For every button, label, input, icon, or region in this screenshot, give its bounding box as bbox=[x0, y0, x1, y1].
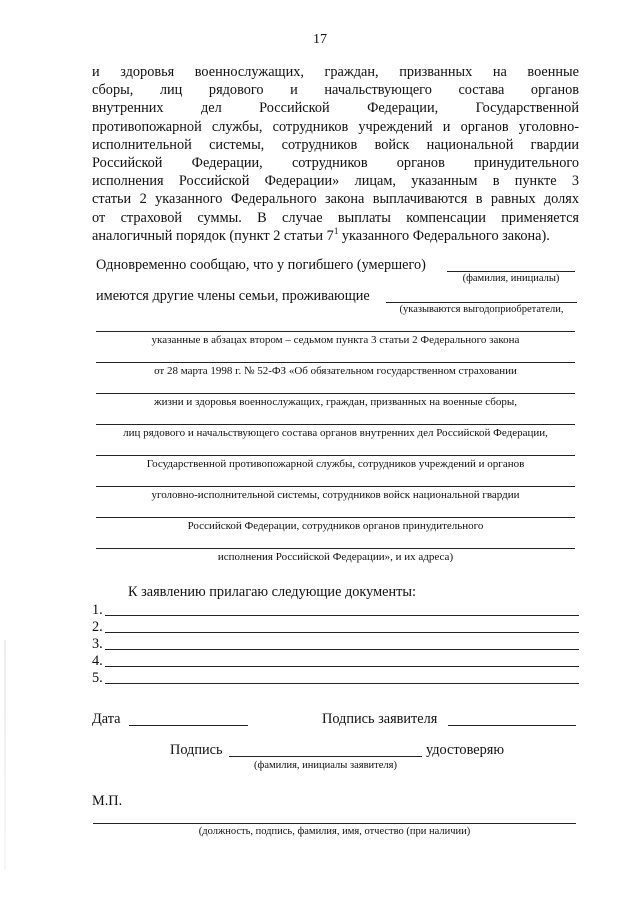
attachment-field[interactable] bbox=[105, 666, 579, 667]
certifier-caption: (фамилия, инициалы заявителя) bbox=[254, 760, 397, 771]
attachment-field[interactable] bbox=[105, 649, 579, 650]
beneficiary-line[interactable] bbox=[96, 517, 575, 518]
beneficiary-line[interactable] bbox=[96, 393, 575, 394]
paragraph-last-line bbox=[92, 227, 579, 245]
beneficiary-note: от 28 марта 1998 г. № 52-ФЗ «Об обязательном государственном страховании bbox=[154, 365, 517, 377]
stamp-label: М.П. bbox=[92, 793, 123, 809]
attachment-field[interactable] bbox=[105, 632, 579, 633]
attachment-number: 2. bbox=[92, 619, 103, 635]
beneficiary-note: уголовно-исполнительной системы, сотрудников войск национальной гвардии bbox=[151, 489, 520, 501]
date-field[interactable] bbox=[129, 725, 248, 726]
paragraph-line: исполнительной системы, сотрудников войск национальной гвардии bbox=[92, 136, 579, 153]
beneficiary-note: жизни и здоровья военнослужащих, граждан, призванных на военные сборы, bbox=[153, 396, 518, 408]
beneficiary-line[interactable] bbox=[96, 331, 575, 332]
deceased-name-field[interactable] bbox=[447, 271, 575, 272]
beneficiary-line[interactable] bbox=[96, 486, 575, 487]
beneficiary-note: указанные в абзацах втором – седьмом пункта 3 статьи 2 Федерального закона bbox=[151, 334, 520, 346]
beneficiary-line[interactable] bbox=[96, 455, 575, 456]
paragraph-line: Российской Федерации, сотрудников органов принудительного bbox=[92, 155, 579, 172]
date-label: Дата bbox=[92, 711, 121, 727]
paragraph-line: сборы, лиц рядового и начальствующего состава органов bbox=[92, 82, 579, 99]
beneficiary-note: исполнения Российской Федерации», и их адреса) bbox=[217, 551, 454, 563]
family-members-field[interactable] bbox=[386, 302, 577, 303]
family-members-caption: (указываются выгодоприобретатели, bbox=[399, 304, 564, 315]
attachment-number: 4. bbox=[92, 653, 103, 669]
deceased-name-caption: (фамилия, инициалы) bbox=[462, 273, 560, 284]
signature-label: Подпись bbox=[170, 742, 223, 758]
attachment-number: 1. bbox=[92, 602, 103, 618]
official-caption: (должность, подпись, фамилия, имя, отчество (при наличии) bbox=[198, 826, 471, 837]
paragraph-last-line-end: указанного Федерального закона). bbox=[338, 227, 550, 244]
scan-edge-shadow bbox=[4, 640, 6, 870]
paragraph-line: исполнения Российской Федерации» лицам, указанным в пункте 3 bbox=[92, 173, 579, 190]
beneficiary-note: Государственной противопожарной службы, сотрудников учреждений и органов bbox=[146, 458, 525, 470]
page-number: 17 bbox=[313, 32, 327, 47]
certifier-signature-field[interactable] bbox=[229, 756, 422, 757]
beneficiary-line[interactable] bbox=[96, 548, 575, 549]
beneficiary-line[interactable] bbox=[96, 362, 575, 363]
applicant-signature-label: Подпись заявителя bbox=[322, 711, 438, 727]
family-text: имеются другие члены семьи, проживающие bbox=[96, 288, 370, 304]
attachment-field[interactable] bbox=[105, 615, 579, 616]
applicant-signature-field[interactable] bbox=[448, 725, 576, 726]
notice-text: Одновременно сообщаю, что у погибшего (умершего) bbox=[96, 257, 426, 273]
beneficiary-line[interactable] bbox=[96, 424, 575, 425]
paragraph-line: внутренних дел Российской Федерации, Государственной bbox=[92, 100, 579, 117]
beneficiary-note: Российской Федерации, сотрудников органов принудительного bbox=[187, 520, 484, 532]
official-field[interactable] bbox=[93, 823, 576, 824]
paragraph-line: статьи 2 указанного Федерального закона выплачиваются в равных долях bbox=[92, 191, 579, 208]
attachment-field[interactable] bbox=[105, 683, 579, 684]
attachments-heading: К заявлению прилагаю следующие документы: bbox=[128, 584, 416, 600]
article-superscript: 1 bbox=[333, 225, 339, 236]
paragraph-line: от страховой суммы. В случае выплаты компенсации применяется bbox=[92, 209, 579, 226]
beneficiary-note: лиц рядового и начальствующего состава органов внутренних дел Российской Федерации, bbox=[123, 427, 548, 439]
paragraph-last-line-start: аналогичный порядок (пункт 2 статьи 7 bbox=[92, 227, 334, 244]
certify-label: удостоверяю bbox=[426, 742, 504, 758]
attachment-number: 3. bbox=[92, 636, 103, 652]
main-paragraph bbox=[92, 63, 579, 245]
paragraph-line: и здоровья военнослужащих, граждан, призванных на военные bbox=[92, 64, 579, 80]
attachment-number: 5. bbox=[92, 670, 103, 686]
paragraph-line: противопожарной службы, сотрудников учреждений и органов уголовно- bbox=[92, 118, 579, 135]
